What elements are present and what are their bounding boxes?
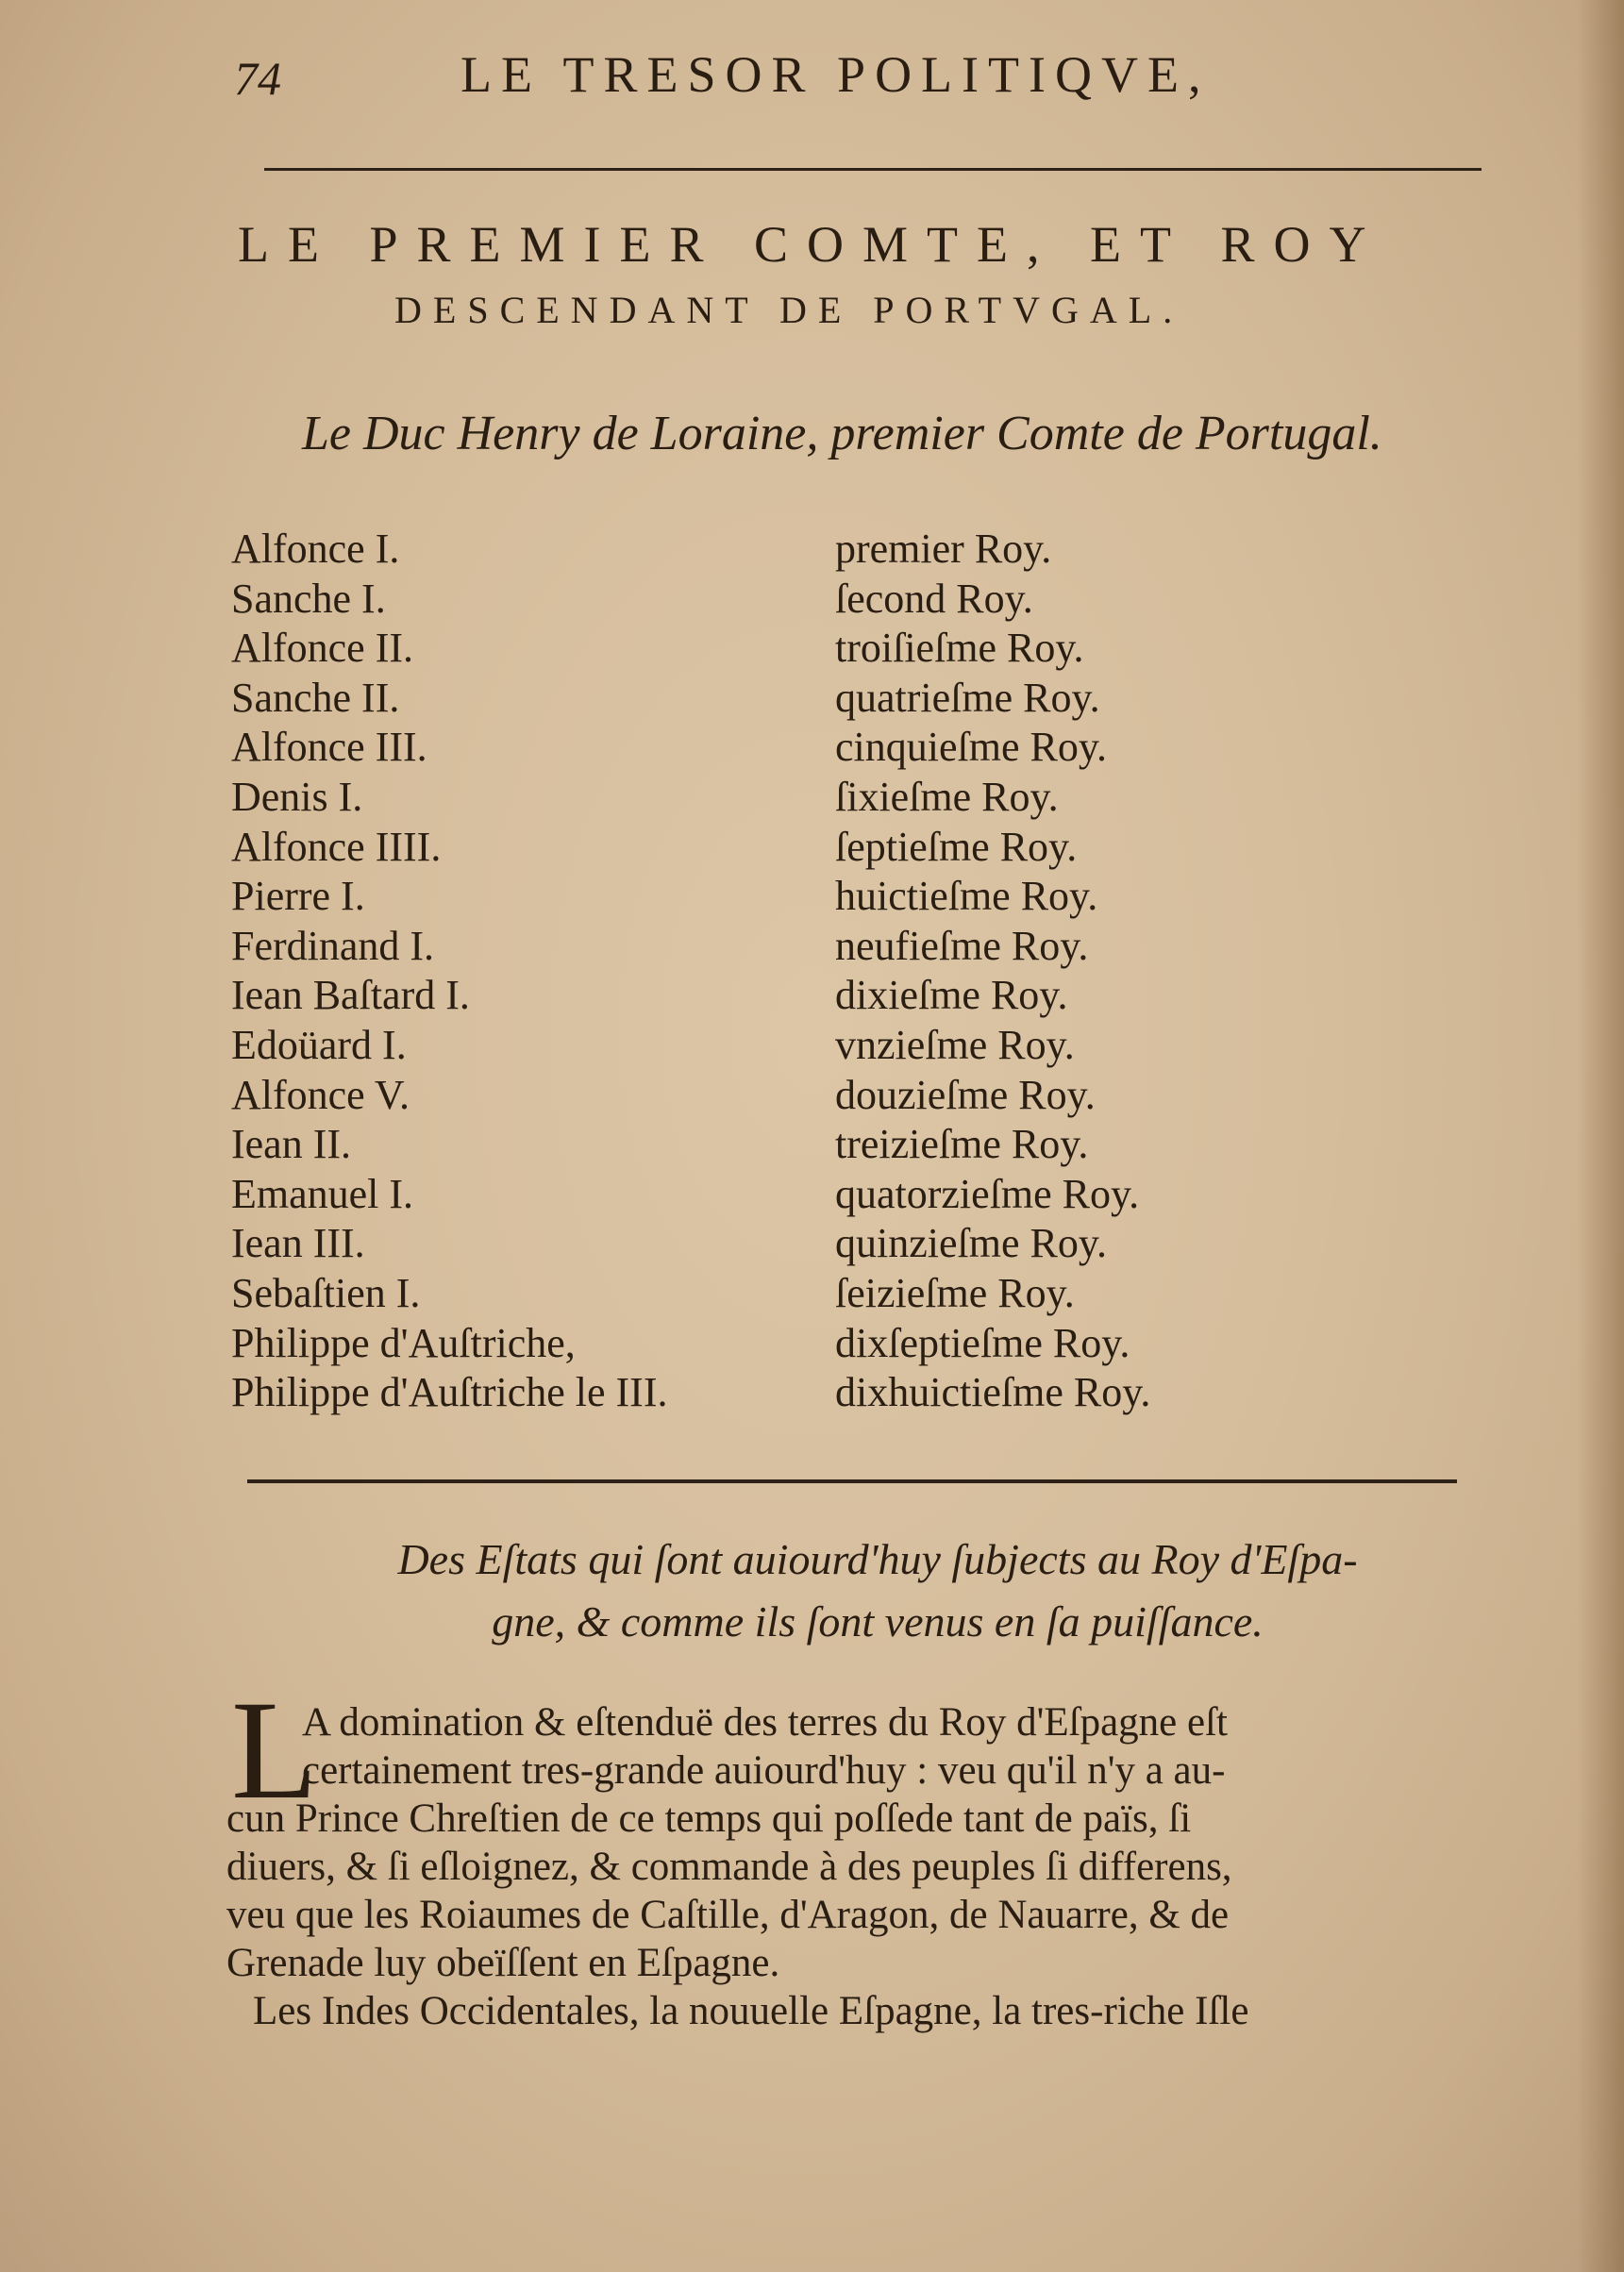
king-name: Alfonce III. bbox=[231, 724, 427, 771]
page-binding-shadow bbox=[1577, 0, 1624, 2289]
king-name: Ferdinand I. bbox=[231, 922, 435, 969]
king-rank: quatrieſme Roy. bbox=[835, 674, 1100, 721]
king-row bbox=[231, 674, 1288, 724]
king-row bbox=[231, 624, 1288, 674]
running-header bbox=[234, 38, 1498, 113]
king-row bbox=[231, 823, 1288, 873]
body-line: cun Prince Chreſtien de ce temps qui poſſede tant de païs, ſi bbox=[226, 1796, 1192, 1841]
section-rule bbox=[247, 1479, 1457, 1483]
king-row bbox=[231, 1269, 1288, 1319]
king-row bbox=[231, 971, 1288, 1021]
king-row bbox=[231, 922, 1288, 972]
section-title-line: Des Eſtats qui ſont auiourd'huy ſubjects au Roy d'Eſpa- bbox=[397, 1535, 1358, 1583]
king-rank: ſixieſme Roy. bbox=[835, 773, 1059, 820]
scan-bottom-margin bbox=[0, 2272, 1624, 2289]
king-row bbox=[231, 723, 1288, 773]
king-row bbox=[231, 1021, 1288, 1071]
chapter-heading-line-2: DESCENDANT DE PORTVGAL. bbox=[394, 289, 1184, 331]
king-name: Emanuel I. bbox=[231, 1170, 414, 1217]
king-row bbox=[231, 525, 1288, 575]
king-name: Iean II. bbox=[231, 1121, 352, 1168]
kings-list bbox=[231, 525, 1288, 1418]
king-name: Philippe d'Auſtriche, bbox=[231, 1319, 576, 1366]
king-rank: dixhuictieſme Roy. bbox=[835, 1369, 1151, 1416]
king-name: Edoüard I. bbox=[231, 1021, 407, 1068]
body-line: Grenade luy obeïſſent en Eſpagne. bbox=[226, 1941, 780, 1985]
king-rank: troiſieſme Roy. bbox=[835, 625, 1084, 672]
king-rank: premier Roy. bbox=[835, 526, 1052, 572]
king-row bbox=[231, 1219, 1288, 1269]
king-rank: vnzieſme Roy. bbox=[835, 1021, 1075, 1068]
king-rank: dixſeptieſme Roy. bbox=[835, 1319, 1130, 1366]
king-rank: quinzieſme Roy. bbox=[835, 1220, 1107, 1267]
king-row bbox=[231, 1071, 1288, 1121]
king-rank: douzieſme Roy. bbox=[835, 1071, 1096, 1118]
king-name: Sanche I. bbox=[231, 575, 386, 622]
genealogy-subtitle: Le Duc Henry de Loraine, premier Comte de Portugal. bbox=[302, 407, 1382, 460]
king-name: Sanche II. bbox=[231, 674, 400, 721]
king-name: Pierre I. bbox=[231, 873, 365, 920]
body-line: veu que les Roiaumes de Caſtille, d'Aragon, de Nauarre, & de bbox=[226, 1893, 1230, 1937]
king-name: Iean Baſtard I. bbox=[231, 972, 470, 1019]
king-name: Alfonce IIII. bbox=[231, 823, 442, 870]
king-row bbox=[231, 773, 1288, 823]
king-row bbox=[231, 1319, 1288, 1369]
section-title-line: gne, & comme ils ſont venus en ſa puiſſance. bbox=[492, 1597, 1264, 1646]
king-row bbox=[231, 1170, 1288, 1220]
section-title bbox=[264, 1529, 1491, 1653]
body-line: A domination & eſtenduë des terres du Roy d'Eſpagne eſt bbox=[302, 1700, 1229, 1745]
king-row bbox=[231, 575, 1288, 625]
body-line: diuers, & ſi eſloignez, & commande à des peuples ſi differens, bbox=[226, 1845, 1232, 1889]
body-line: Les Indes Occidentales, la nouuelle Eſpagne, la tres-riche Iſle bbox=[253, 1989, 1249, 2033]
chapter-heading-line-1: LE PREMIER COMTE, ET ROY bbox=[238, 216, 1385, 273]
running-title: LE TRESOR POLITIQVE, bbox=[460, 46, 1211, 103]
king-name: Alfonce I. bbox=[231, 526, 400, 572]
body-line: certainement tres-grande auiourd'huy : veu qu'il n'y a au- bbox=[302, 1748, 1226, 1793]
king-rank: ſecond Roy. bbox=[835, 575, 1033, 622]
king-row bbox=[231, 872, 1288, 922]
king-rank: neufieſme Roy. bbox=[835, 922, 1089, 969]
king-name: Denis I. bbox=[231, 773, 363, 820]
king-rank: ſeptieſme Roy. bbox=[835, 823, 1078, 870]
king-name: Iean III. bbox=[231, 1220, 365, 1267]
body-paragraph bbox=[226, 1698, 1482, 2035]
king-row bbox=[231, 1368, 1288, 1418]
drop-cap: L bbox=[231, 1672, 318, 1829]
king-name: Alfonce V. bbox=[231, 1071, 410, 1118]
header-rule bbox=[264, 168, 1482, 171]
page-number: 74 bbox=[234, 52, 281, 105]
king-rank: quatorzieſme Roy. bbox=[835, 1170, 1140, 1217]
king-rank: dixieſme Roy. bbox=[835, 972, 1068, 1019]
king-row bbox=[231, 1120, 1288, 1170]
king-rank: cinquieſme Roy. bbox=[835, 724, 1107, 771]
king-name: Sebaſtien I. bbox=[231, 1269, 421, 1316]
king-rank: huictieſme Roy. bbox=[835, 873, 1098, 920]
king-rank: treizieſme Roy. bbox=[835, 1121, 1089, 1168]
king-name: Alfonce II. bbox=[231, 625, 414, 672]
king-rank: ſeizieſme Roy. bbox=[835, 1269, 1075, 1316]
king-name: Philippe d'Auſtriche le III. bbox=[231, 1369, 668, 1416]
